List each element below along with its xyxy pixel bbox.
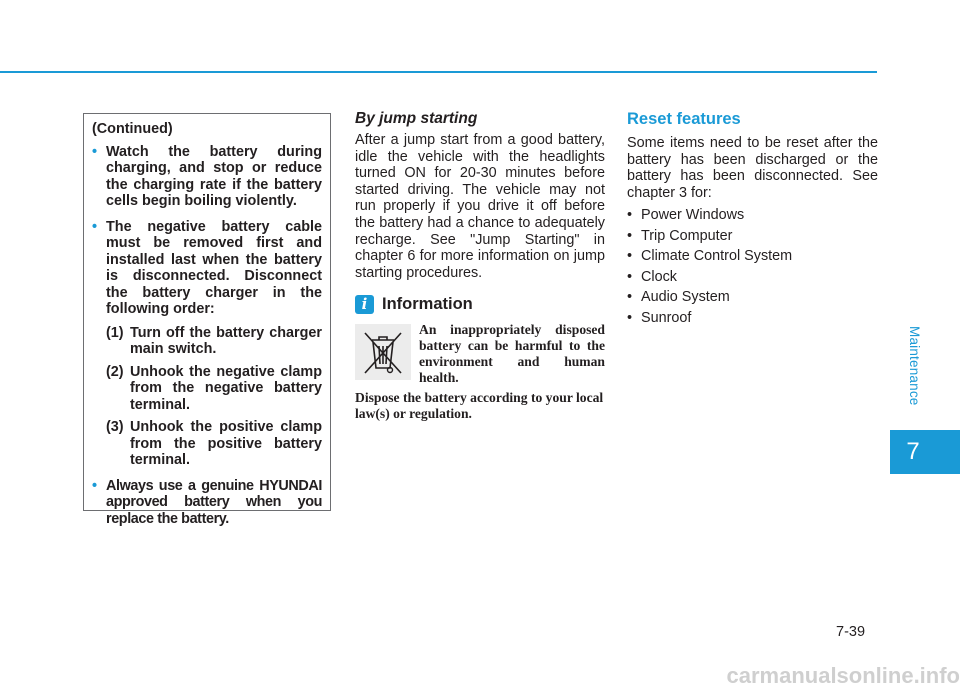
information-full-text: Dispose the battery according to your local law(s) or regulation. xyxy=(355,390,604,422)
warning-bullet-text: Watch the battery during charging, and stop or reduce the charging rate if the battery cells begin boiling violently. xyxy=(106,143,322,209)
bullet-icon: • xyxy=(92,218,98,235)
chapter-number: 7 xyxy=(906,438,920,465)
information-header xyxy=(355,295,605,314)
list-item: • Climate Control System xyxy=(627,246,878,267)
warning-bullet xyxy=(92,144,322,210)
step-number: (3) xyxy=(106,419,124,435)
step-item xyxy=(106,364,322,414)
bullet-icon: • xyxy=(92,143,98,160)
jump-start-heading: By jump starting xyxy=(355,110,478,127)
information-side-text: An inappropriately disposed battery can be harmful to the environment and human health. xyxy=(419,322,605,386)
jump-start-body: After a jump start from a good battery, idle the vehicle with the headlights turned ON for 20-30 minutes before started driving. The vehicle may not run properly if you drive it off before the battery had a chance to adequately recharge. See "Jump Starting" in chapter 6 for more information on jump starting procedures. xyxy=(355,132,605,281)
bullet-icon: • xyxy=(627,289,633,306)
list-item: • Power Windows xyxy=(627,205,878,226)
bullet-icon: • xyxy=(627,309,633,326)
disconnect-steps xyxy=(106,325,322,469)
warning-bullet-text: Always use a genuine HYUNDAI approved battery when you replace the battery. xyxy=(106,477,322,527)
step-text: Unhook the positive clamp from the positive battery terminal. xyxy=(130,419,322,468)
step-number: (1) xyxy=(106,324,124,341)
warning-bullet xyxy=(92,478,322,528)
bullet-icon: • xyxy=(92,477,97,494)
section-label: Maintenance xyxy=(907,326,922,406)
chapter-tab xyxy=(890,430,960,474)
reset-features-heading: Reset features xyxy=(627,110,741,128)
watermark: carmanualsonline.info xyxy=(726,663,960,688)
bullet-icon: • xyxy=(627,227,633,244)
list-item: • Trip Computer xyxy=(627,226,878,247)
reset-items-list xyxy=(627,205,878,328)
header-rule xyxy=(0,71,877,73)
information-title: Information xyxy=(382,295,473,314)
bullet-icon: • xyxy=(627,207,633,224)
warning-box xyxy=(83,113,331,527)
continued-label: (Continued) xyxy=(92,121,173,137)
reset-features-body: Some items need to be reset after the battery has been discharged or the battery has been disconnected. See chapter 3 for: xyxy=(627,135,878,201)
page-number: 7-39 xyxy=(836,624,866,640)
warning-bullet-text: The negative battery cable must be removed first and installed last when the battery is disconnected. Disconnect the battery charger in the following order: xyxy=(106,218,322,317)
warning-bullet xyxy=(92,219,322,318)
step-text: Turn off the battery charger main switch. xyxy=(130,324,322,357)
step-item xyxy=(106,419,322,469)
list-item: • Clock xyxy=(627,267,878,288)
step-item xyxy=(106,325,322,358)
info-icon: i xyxy=(355,295,374,314)
bullet-icon: • xyxy=(627,268,633,285)
crossed-bin-icon xyxy=(355,324,411,380)
step-text: Unhook the negative clamp from the negative battery terminal. xyxy=(130,363,322,413)
jump-start-section xyxy=(355,110,605,422)
list-item: • Sunroof xyxy=(627,308,878,329)
list-item: • Audio System xyxy=(627,287,878,308)
step-number: (2) xyxy=(106,363,124,380)
information-body xyxy=(355,322,605,422)
reset-features-section xyxy=(627,110,878,328)
bullet-icon: • xyxy=(627,248,633,265)
